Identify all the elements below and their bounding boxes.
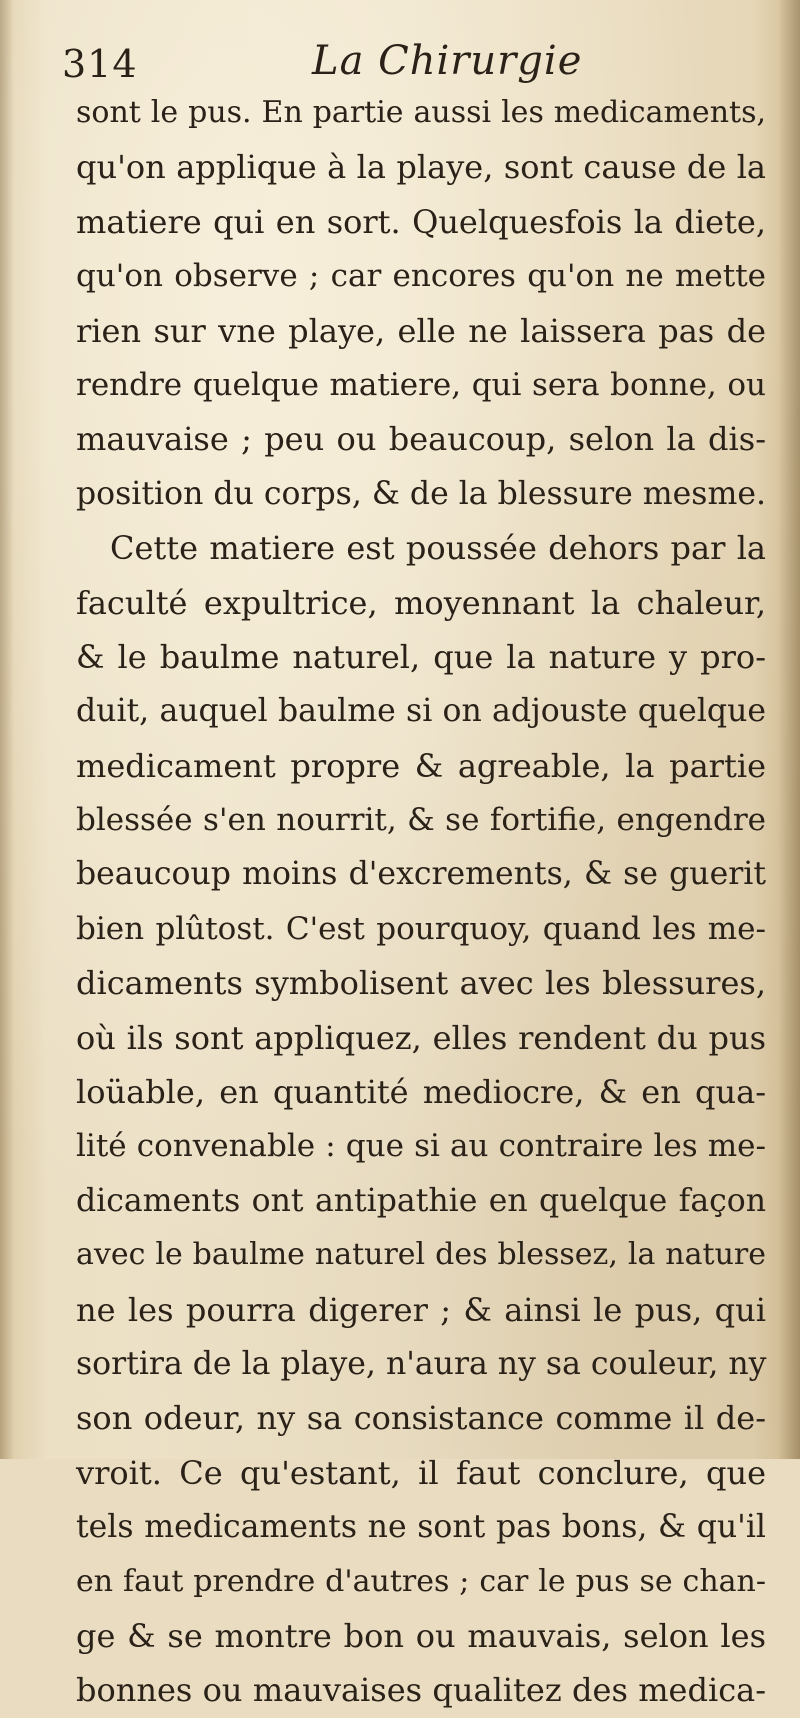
text-line: sont le pus. En partie aussi les medicaments, [76, 95, 766, 130]
page-number: 314 [62, 42, 138, 86]
text-line: tels medicaments ne sont pas bons, & qu'il [76, 1509, 766, 1546]
text-line: bien plûtost. C'est pourquoy, quand les me- [76, 910, 766, 947]
body-text [76, 86, 766, 1718]
text-line: rendre quelque matiere, qui sera bonne, ou [76, 366, 766, 403]
text-line: qu'on observe ; car encores qu'on ne mette [76, 258, 766, 295]
text-line: son odeur, ny sa consistance comme il de- [76, 1399, 766, 1438]
text-line: dicaments ont antipathie en quelque façon [76, 1182, 766, 1219]
text-line: vroit. Ce qu'estant, il faut conclure, que [76, 1453, 766, 1492]
text-line: medicament propre & agreable, la partie [76, 746, 766, 785]
text-line: blessée s'en nourrit, & se fortifie, engendre [76, 802, 766, 839]
text-line: dicaments symbolisent avec les blessures, [76, 964, 766, 1003]
text-line: mauvaise ; peu ou beaucoup, selon la dis- [76, 420, 766, 459]
text-line: duit, auquel baulme si on adjouste quelque [76, 693, 766, 730]
text-line: avec le baulme naturel des blessez, la nature [76, 1237, 766, 1273]
text-line: lité convenable : que si au contraire les me- [76, 1128, 766, 1165]
text-line: position du corps, & de la blessure mesme. [76, 475, 767, 512]
text-line: ne les pourra digerer ; & ainsi le pus, qui [76, 1290, 766, 1329]
text-line: faculté expultrice, moyennant la chaleur, [76, 583, 766, 622]
text-line: où ils sont appliquez, elles rendent du pus [76, 1018, 766, 1057]
text-line: sortira de la playe, n'aura ny sa couleur, ny [76, 1345, 767, 1382]
text-line: loüable, en quantité mediocre, & en qua- [76, 1073, 766, 1112]
running-title: La Chirurgie [312, 38, 583, 84]
text-line: matiere qui en sort. Quelquesfois la diete, [76, 202, 766, 241]
text-line: qu'on applique à la playe, sont cause de la [76, 148, 766, 187]
text-line: bonnes ou mauvaises qualitez des medica- [76, 1671, 766, 1710]
text-line: en faut prendre d'autres ; car le pus se chan- [76, 1563, 766, 1599]
text-line: & le baulme naturel, que la nature y pro- [76, 637, 766, 676]
text-line: beaucoup moins d'excrements, & se guerit [76, 856, 766, 893]
text-line: rien sur vne playe, elle ne laissera pas de [76, 311, 766, 350]
text-line: ge & se montre bon ou mauvais, selon les [76, 1616, 766, 1655]
paragraph-start-line: Cette matiere est poussée dehors par la [110, 529, 766, 568]
